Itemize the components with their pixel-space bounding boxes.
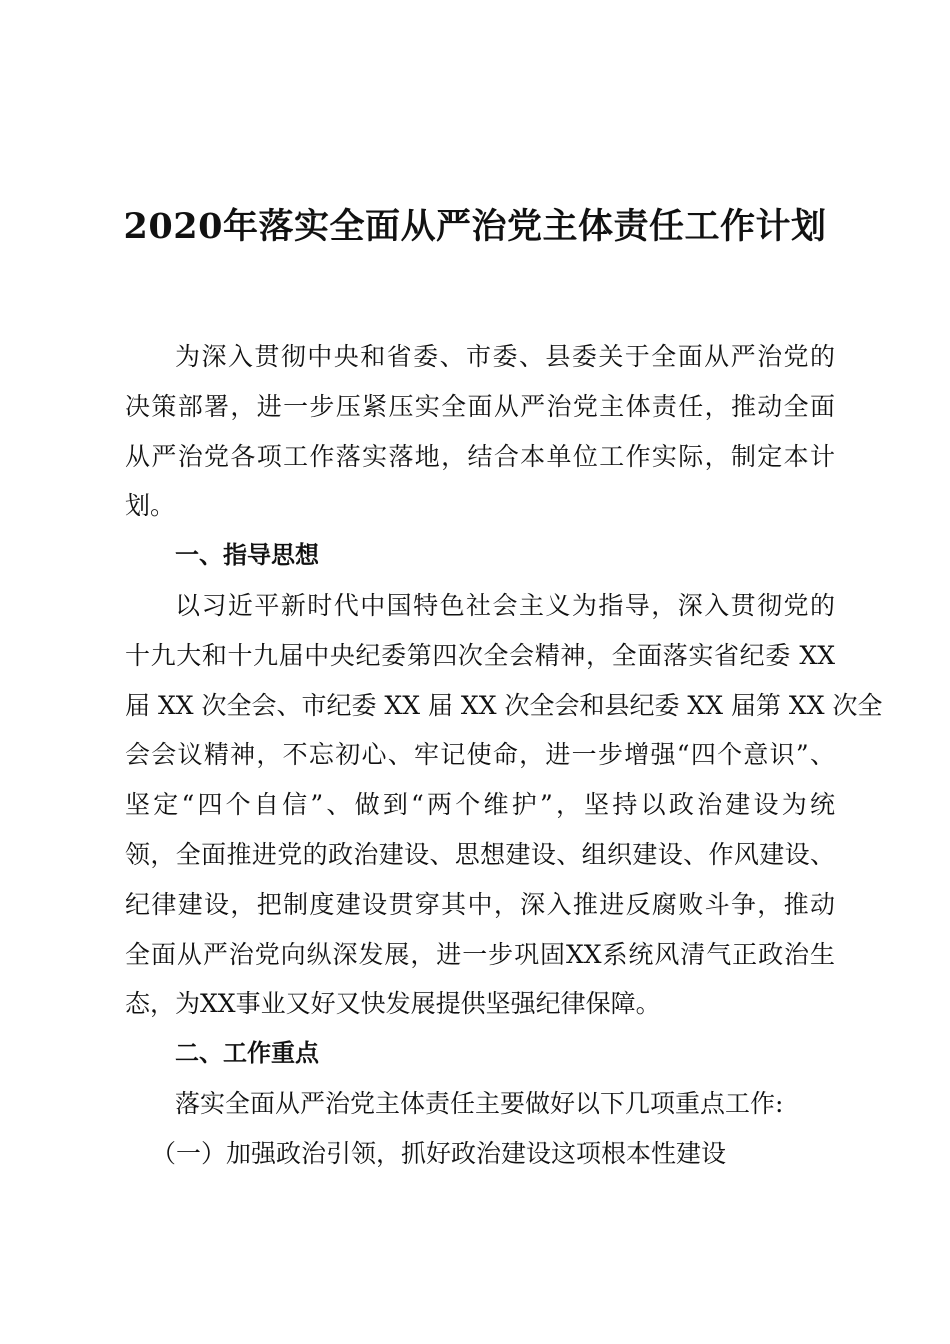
section1-line: 坚定“四个自信”、做到“两个维护”，坚持以政治建设为统: [125, 790, 835, 820]
document-body: [125, 332, 883, 1179]
section-heading-work-focus: 二、工作重点: [175, 1039, 319, 1068]
section-heading-guiding-ideology: 一、指导思想: [175, 541, 319, 570]
section1-line: 全面从严治党向纵深发展，进一步巩固XX系统风清气正政治生: [125, 939, 835, 969]
section1-line: 会会议精神，不忘初心、牢记使命，进一步增强“四个意识”、: [125, 740, 835, 770]
intro-line: 决策部署，进一步压紧压实全面从严治党主体责任，推动全面: [125, 391, 835, 421]
intro-line: 为深入贯彻中央和省委、市委、县委关于全面从严治党的: [175, 342, 835, 371]
section2-intro: 落实全面从严治党主体责任主要做好以下几项重点工作:: [175, 1088, 784, 1118]
section1-line: 纪律建设，把制度建设贯穿其中，深入推进反腐败斗争，推动: [125, 889, 835, 919]
section1-line: 态，为XX事业又好又快发展提供坚强纪律保障。: [125, 989, 661, 1019]
intro-line: 划。: [125, 491, 176, 521]
section2-subheading-1: （一）加强政治引领，抓好政治建设这项根本性建设: [151, 1138, 727, 1168]
section1-line: 领，全面推进党的政治建设、思想建设、组织建设、作风建设、: [125, 839, 835, 869]
section1-line: 十九大和十九届中央纪委第四次全会精神，全面落实省纪委 XX: [125, 640, 835, 670]
section1-line: 届 XX 次全会、市纪委 XX 届 XX 次全会和县纪委 XX 届第 XX 次全: [125, 690, 883, 720]
intro-line: 从严治党各项工作落实落地，结合本单位工作实际，制定本计: [125, 441, 835, 471]
section1-line: 以习近平新时代中国特色社会主义为指导，深入贯彻党的: [175, 590, 835, 620]
document-title: 2020年落实全面从严治党主体责任工作计划: [123, 206, 827, 247]
